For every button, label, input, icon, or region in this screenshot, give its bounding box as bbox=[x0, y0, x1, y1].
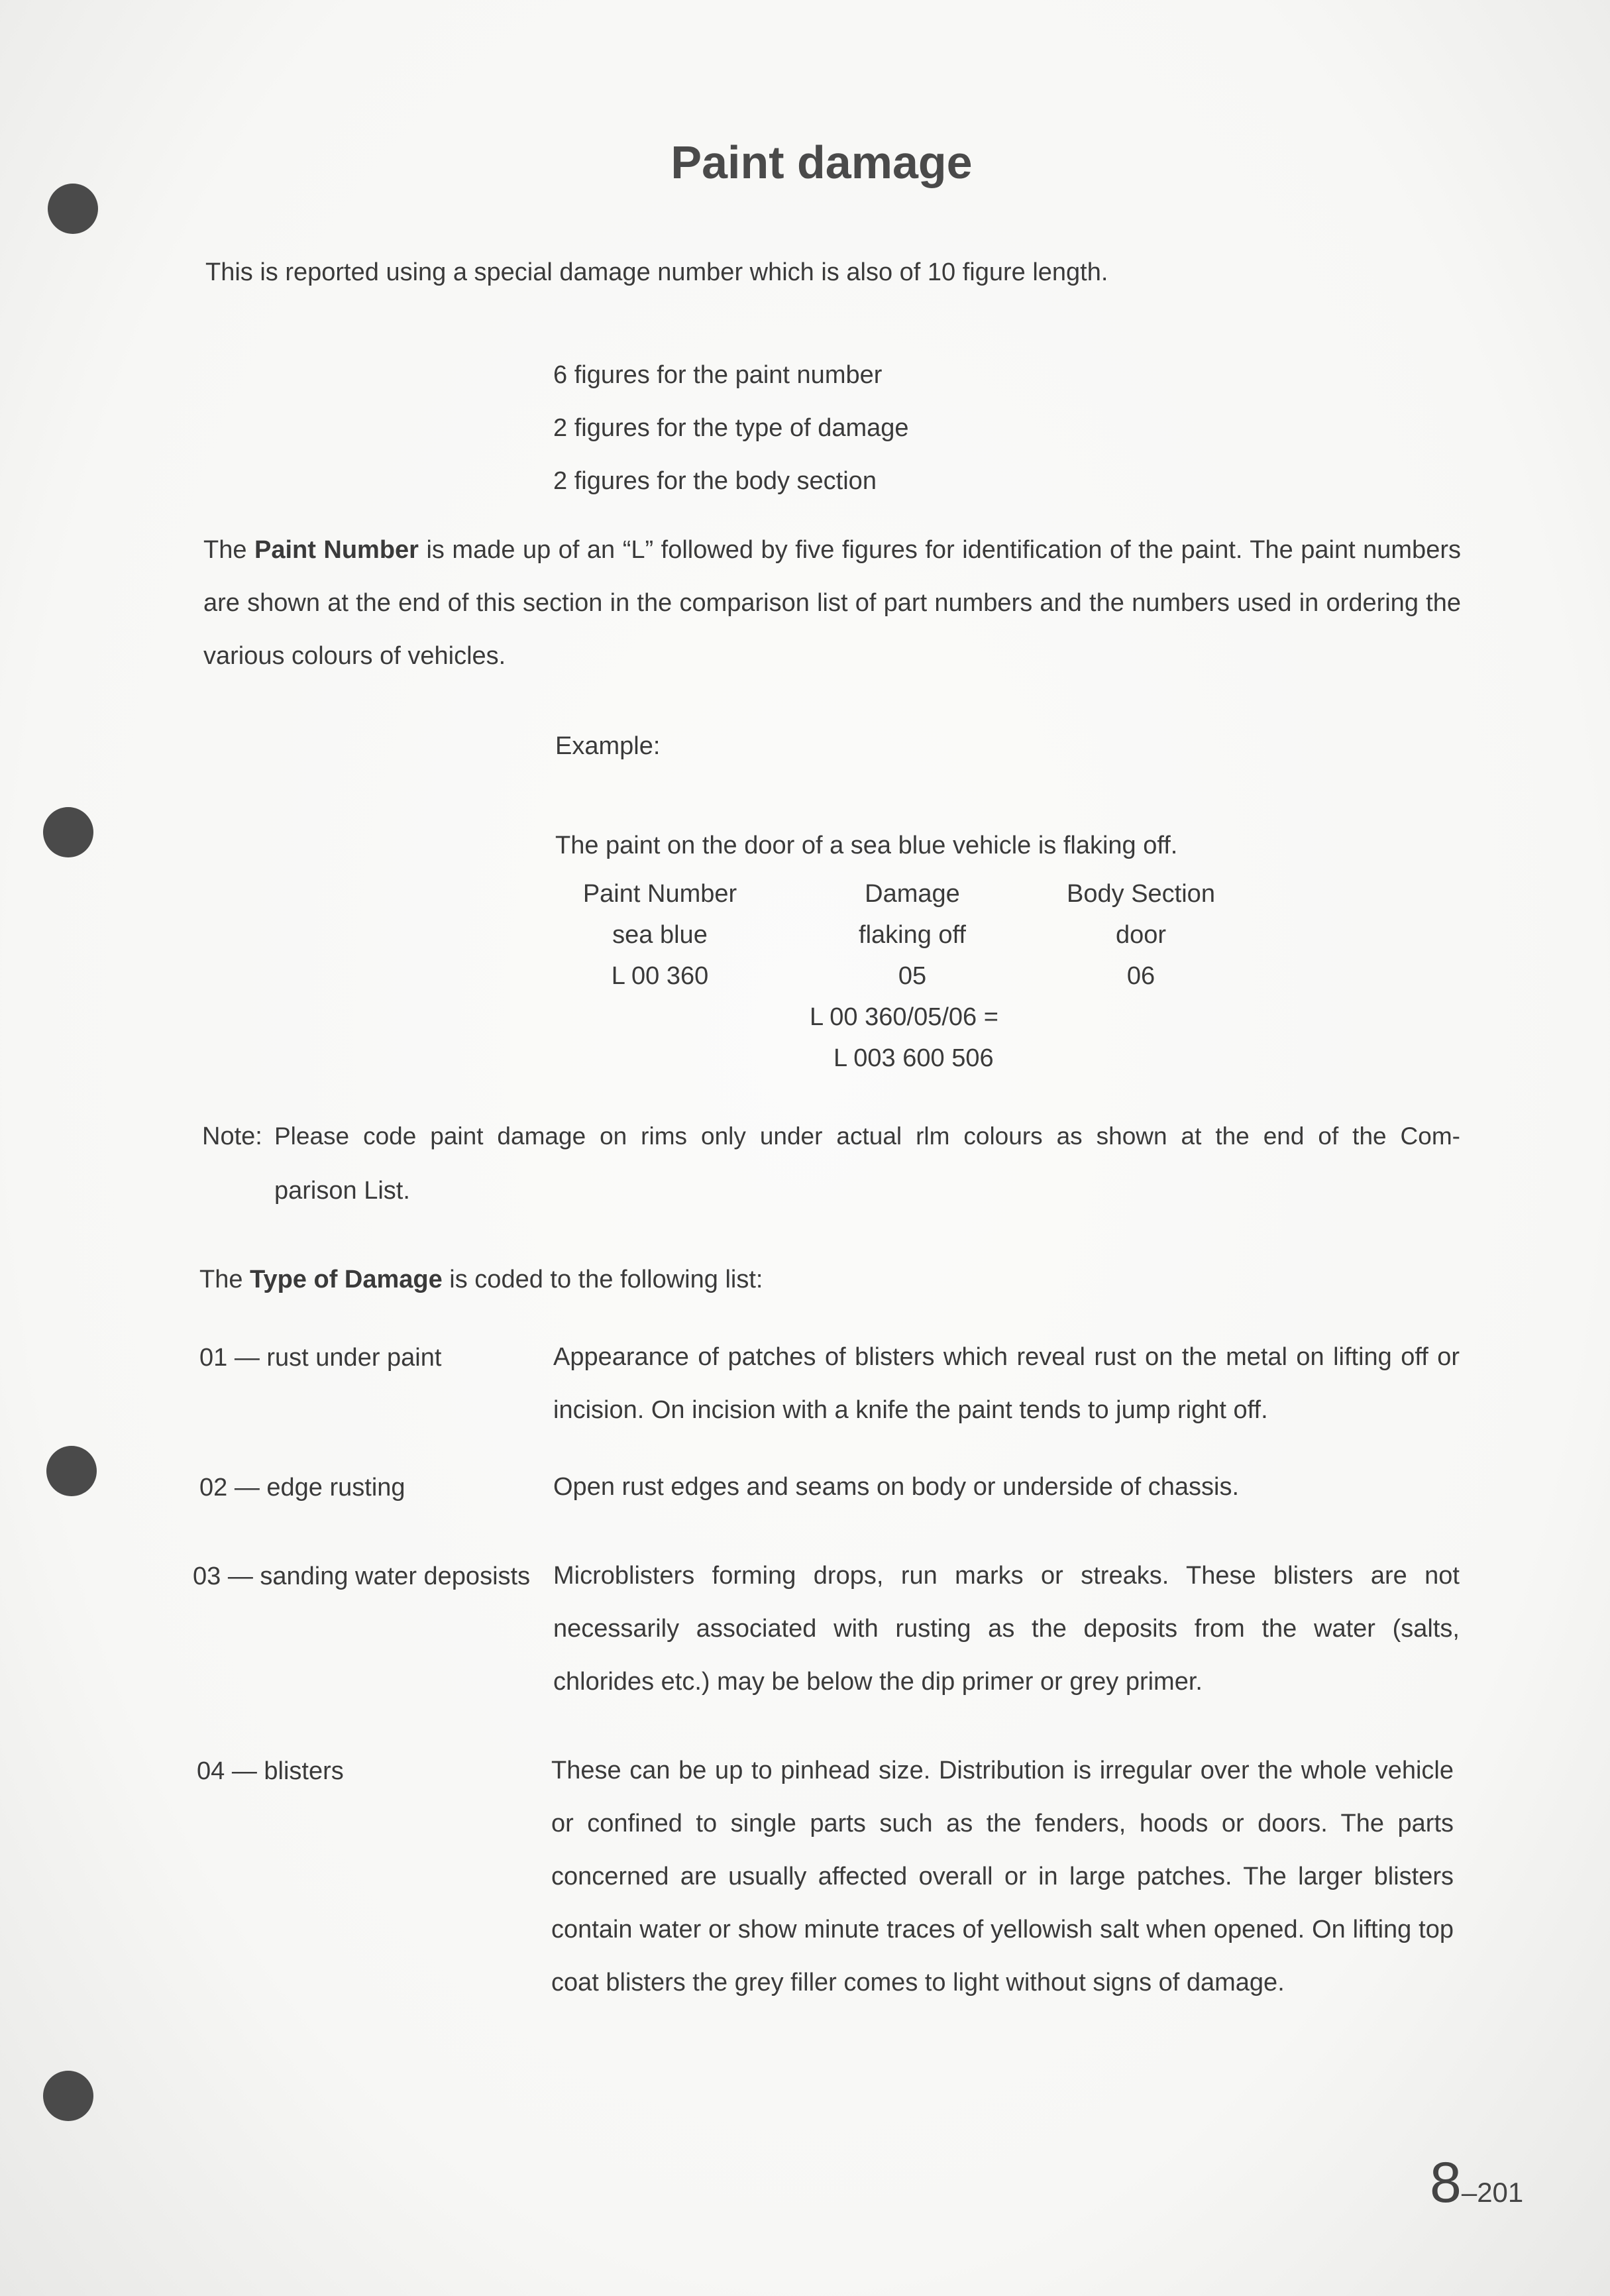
intro-text: This is reported using a special damage number which is also of 10 figure length. bbox=[205, 258, 1108, 286]
example-paint-code: L 00 360 bbox=[611, 962, 709, 990]
damage-code-02: 02 — edge rusting bbox=[199, 1474, 405, 1502]
example-label: Example: bbox=[555, 732, 661, 760]
paint-number-paragraph bbox=[203, 523, 1461, 683]
paint-number-para-after: is made up of an “L” followed by five figures for identification of the paint. The paint numbers are shown at the end of this section in the comparison list of part numbers and the numbers used in ordering the various colours of vehicles. bbox=[203, 536, 1461, 670]
punch-hole bbox=[43, 2071, 93, 2121]
example-sentence: The paint on the door of a sea blue vehicle is flaking off. bbox=[555, 832, 1178, 859]
paint-number-term: Paint Number bbox=[254, 536, 419, 564]
example-paint-name: sea blue bbox=[612, 921, 708, 949]
type-para-after: is coded to the following list: bbox=[442, 1266, 763, 1293]
page-title: Paint damage bbox=[671, 137, 973, 188]
example-damage-name: flaking off bbox=[859, 921, 966, 949]
damage-code-01: 01 — rust under paint bbox=[199, 1344, 442, 1372]
example-section-code: 06 bbox=[1126, 962, 1155, 990]
page-number bbox=[1430, 2150, 1523, 2216]
figure-list-item: 2 figures for the type of damage bbox=[553, 414, 909, 442]
example-damage-code: 05 bbox=[898, 962, 927, 990]
example-combined-code: L 00 360/05/06 = bbox=[810, 1003, 998, 1031]
note-label: Note: bbox=[202, 1122, 262, 1150]
damage-code-03: 03 — sanding water deposists bbox=[193, 1562, 531, 1590]
damage-desc-02: Open rust edges and seams on body or underside of chassis. bbox=[553, 1473, 1240, 1501]
damage-desc-01: Appearance of patches of blisters which reveal rust on the metal on lifting off or incision. On incision with a knife the paint tends to jump right off. bbox=[553, 1343, 1460, 1424]
damage-code-04: 04 — blisters bbox=[197, 1757, 344, 1785]
note-text-line2: parison List. bbox=[274, 1177, 410, 1205]
damage-desc-03: Microblisters forming drops, run marks or streaks. These blisters are not necessarily associated with rusting as the deposits from the water (salts, chlorides etc.) may be below the dip primer or grey primer. bbox=[553, 1562, 1460, 1696]
type-of-damage-term: Type of Damage bbox=[250, 1266, 443, 1293]
figure-list-item: 6 figures for the paint number bbox=[553, 361, 883, 389]
example-final-code: L 003 600 506 bbox=[833, 1044, 994, 1072]
example-header-paint-number: Paint Number bbox=[582, 880, 737, 908]
damage-desc-04: These can be up to pinhead size. Distribution is irregular over the whole vehicle or confined to single parts such as the fenders, hoods or doors. The parts concerned are usually affected overall or in large patches. The larger blisters contain water or show minute traces of yellowish salt when opened. On lifting top coat blisters the grey filler comes to light without signs of damage. bbox=[551, 1757, 1454, 1996]
punch-hole bbox=[46, 1446, 97, 1496]
type-of-damage-intro bbox=[199, 1266, 763, 1294]
punch-hole bbox=[48, 184, 98, 234]
paint-number-para-before: The bbox=[203, 536, 254, 564]
example-header-damage: Damage bbox=[865, 880, 960, 908]
punch-hole bbox=[43, 807, 93, 857]
figure-list-item: 2 figures for the body section bbox=[553, 467, 877, 495]
page-number-minor: –201 bbox=[1461, 2177, 1524, 2208]
type-para-before: The bbox=[199, 1266, 250, 1293]
example-header-body-section: Body Section bbox=[1067, 880, 1215, 908]
page-number-major: 8 bbox=[1430, 2151, 1462, 2214]
note-text-line1: Please code paint damage on rims only under actual rlm colours as shown at the end of the Com- bbox=[274, 1122, 1460, 1150]
example-section-name: door bbox=[1115, 921, 1167, 949]
